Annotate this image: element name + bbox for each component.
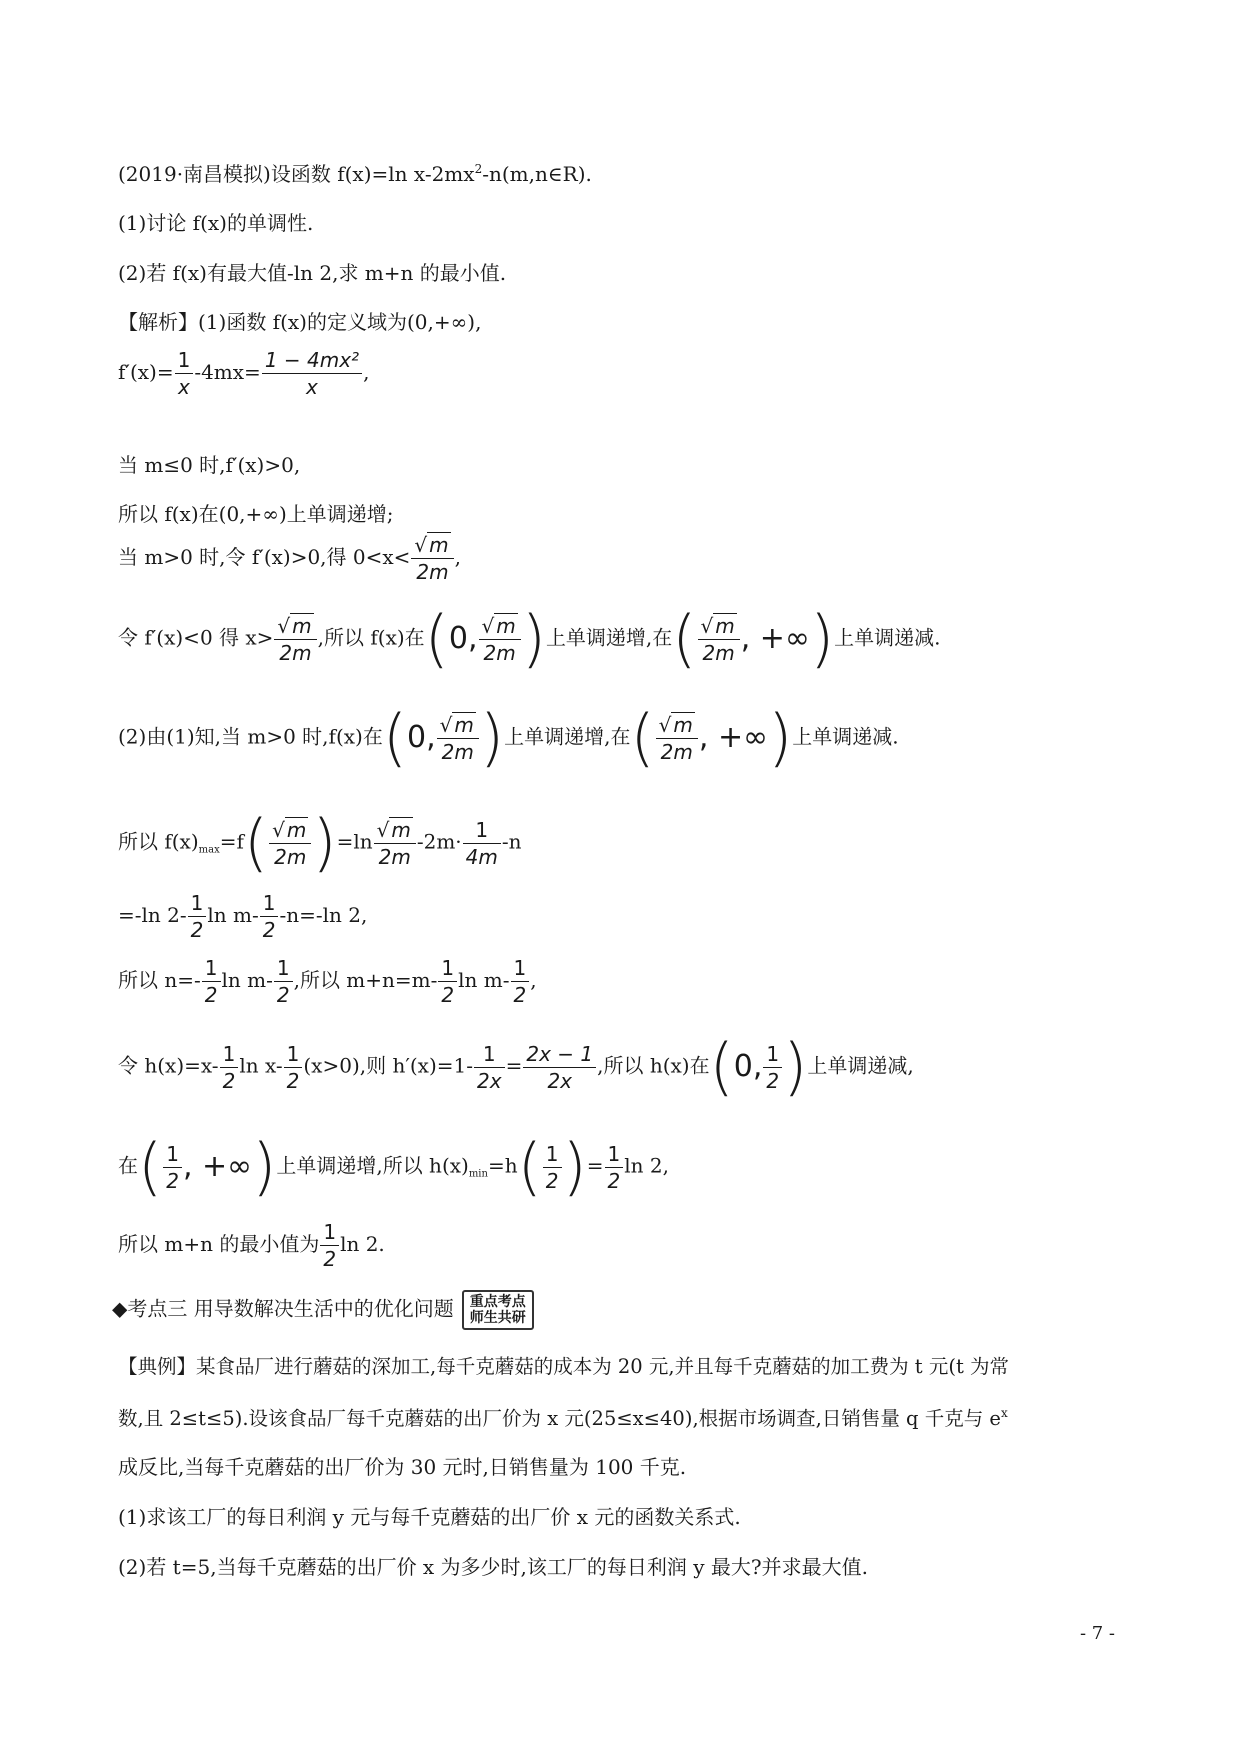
- example-line-3: 成反比,当每千克蘑菇的出厂价为 30 元时,日销售量为 100 千克.: [118, 1455, 687, 1479]
- math-text: ln x-: [239, 1053, 283, 1078]
- question-2: (2)若 f(x)有最大值-ln 2,求 m+n 的最小值.: [118, 261, 507, 285]
- numerator: 1: [511, 958, 530, 982]
- math-text: 上单调递减.: [834, 625, 941, 650]
- math-text: 所以 m+n 的最小值为: [118, 1232, 320, 1256]
- fraction: [374, 817, 416, 869]
- math-text: 0,: [733, 1049, 763, 1084]
- radicand: m: [292, 613, 312, 638]
- fraction: [284, 1041, 303, 1093]
- math-text: ln m-: [221, 968, 273, 992]
- numerator: 1 − 4mx²: [262, 350, 362, 374]
- max-value-line: [118, 806, 522, 879]
- denominator: 2m: [660, 739, 693, 764]
- right-paren: ): [562, 1130, 587, 1203]
- math-text: , +∞: [182, 1149, 253, 1184]
- denominator: 2: [323, 1247, 337, 1271]
- denominator: 2: [222, 1068, 236, 1093]
- case-m-nonpositive-result: 所以 f(x)在(0,+∞)上单调递增;: [118, 502, 394, 526]
- page-number: - 7 -: [1079, 1623, 1115, 1644]
- numerator: 2x − 1: [523, 1044, 596, 1068]
- denominator: 4m: [465, 844, 498, 869]
- math-text: ,: [363, 360, 370, 384]
- fraction: [463, 817, 501, 869]
- numerator: 1: [163, 1144, 182, 1168]
- fraction: [543, 1141, 562, 1193]
- numerator: 1: [188, 893, 207, 917]
- math-text: 上单调递增,所以 h(x): [276, 1153, 469, 1178]
- problem-text: (2019·南昌模拟)设函数 f(x)=ln x-2mx: [118, 162, 475, 186]
- case-m-positive: [118, 535, 461, 582]
- example-text: 数,且 2≤t≤5).设该食品厂每千克蘑菇的出厂价为 x 元(25≤x≤40),根据市场调查,日销售量 q 千克与 e: [118, 1407, 1001, 1430]
- radicand: m: [673, 712, 693, 737]
- numerator: 1: [763, 1044, 782, 1068]
- denominator: 2: [190, 918, 204, 942]
- fraction: [220, 1041, 239, 1093]
- monotonic-intervals-line: [118, 602, 941, 675]
- radicand: m: [286, 817, 307, 842]
- radicand: m: [454, 712, 474, 737]
- sqrt: √ m: [700, 613, 735, 638]
- left-paren: (: [424, 602, 449, 675]
- math-text: f′(x)=: [118, 360, 174, 384]
- denominator: 2: [513, 983, 527, 1007]
- numerator: [274, 613, 316, 640]
- fraction: [605, 1141, 624, 1193]
- left-paren: (: [243, 806, 269, 879]
- numerator: [269, 817, 311, 844]
- radicand: m: [715, 613, 735, 638]
- final-answer-line: [118, 1222, 385, 1269]
- left-paren: (: [630, 701, 655, 774]
- left-paren: (: [382, 701, 408, 774]
- derivative-line: [118, 350, 369, 397]
- subscript: min: [468, 1168, 488, 1180]
- badge-line: 师生共研: [469, 1310, 526, 1327]
- denominator: 2: [276, 983, 290, 1007]
- math-text: =f: [219, 829, 244, 854]
- denominator: 2m: [441, 739, 474, 764]
- math-text: ,所以 m+n=m-: [293, 968, 438, 992]
- numerator: 1: [463, 820, 501, 844]
- numerator: 1: [284, 1044, 303, 1068]
- denominator: 2m: [416, 560, 449, 584]
- math-text: -n=-ln 2,: [279, 903, 368, 927]
- numerator: 1: [474, 1044, 505, 1068]
- sqrt: √ m: [272, 817, 307, 842]
- math-text: 上单调递减.: [792, 724, 899, 749]
- numerator: 1: [202, 958, 221, 982]
- left-paren: (: [517, 1130, 542, 1203]
- fraction: [511, 958, 530, 1005]
- fraction: [656, 712, 698, 764]
- badge-line: 重点考点: [469, 1294, 526, 1310]
- numerator: 1: [175, 350, 194, 374]
- fraction: [411, 535, 453, 582]
- fraction: [438, 958, 457, 1005]
- math-text: -n: [501, 829, 522, 854]
- math-text: 所以 n=-: [118, 968, 201, 992]
- problem-text: -n(m,n∈R).: [482, 162, 592, 186]
- denominator: 2: [441, 983, 455, 1007]
- fraction: [274, 613, 316, 665]
- denominator: 2m: [279, 640, 312, 665]
- right-paren: ): [252, 1130, 277, 1203]
- fraction: [437, 712, 479, 764]
- numerator: [698, 613, 740, 640]
- n-expression-line: [118, 958, 537, 1005]
- fraction: [269, 817, 311, 869]
- fraction: [320, 1222, 339, 1269]
- numerator: 1: [274, 958, 293, 982]
- denominator: 2: [262, 918, 276, 942]
- exponent: x: [1000, 1406, 1008, 1420]
- math-text: 0,: [407, 720, 436, 755]
- right-paren: ): [521, 602, 546, 675]
- fraction: [474, 1041, 505, 1093]
- denominator: 2x: [547, 1068, 572, 1093]
- part2-line: [118, 701, 899, 774]
- problem-statement: [118, 163, 592, 184]
- numerator: [656, 712, 698, 739]
- fraction: [188, 893, 207, 940]
- h-function-line: [118, 1030, 914, 1103]
- left-paren: (: [709, 1030, 734, 1103]
- math-text: 0,: [448, 621, 478, 656]
- denominator: 2m: [483, 640, 516, 665]
- section-title: ◆考点三 用导数解决生活中的优化问题: [112, 1296, 454, 1321]
- sqrt: √ m: [376, 817, 411, 842]
- radicand: m: [429, 533, 449, 557]
- math-text: -4mx=: [194, 360, 261, 384]
- numerator: [437, 712, 479, 739]
- case-m-nonpositive: 当 m≤0 时,f′(x)>0,: [118, 453, 301, 477]
- sqrt: √ m: [414, 533, 449, 557]
- sqrt: √ m: [277, 613, 312, 638]
- exponent: 2: [474, 162, 483, 176]
- fraction: [262, 350, 362, 397]
- math-text: -2m·: [416, 829, 462, 854]
- math-text: 令 f′(x)<0 得 x>: [118, 625, 274, 650]
- subscript: max: [198, 844, 220, 856]
- math-text: 上单调递增,在: [545, 625, 673, 650]
- numerator: 1: [320, 1222, 339, 1246]
- math-text: ,所以 h(x)在: [597, 1053, 710, 1078]
- math-text: ,: [454, 545, 462, 569]
- radicand: m: [496, 613, 516, 638]
- denominator: 2: [286, 1068, 300, 1093]
- right-paren: ): [783, 1030, 808, 1103]
- right-paren: ): [809, 602, 835, 675]
- math-text: , +∞: [740, 621, 810, 656]
- denominator: 2m: [274, 844, 307, 869]
- math-text: 上单调递减,: [807, 1053, 914, 1078]
- numerator: 1: [220, 1044, 239, 1068]
- math-text: , +∞: [698, 720, 769, 755]
- denominator: 2x: [477, 1068, 502, 1093]
- math-text: =ln: [336, 829, 373, 854]
- section-heading: [112, 1290, 534, 1330]
- fraction: [523, 1041, 596, 1093]
- denominator: 2m: [378, 844, 411, 869]
- left-paren: (: [138, 1130, 163, 1203]
- fraction: [274, 958, 293, 1005]
- section-badge: [462, 1290, 534, 1330]
- fraction: [163, 1141, 182, 1193]
- math-text: =-ln 2-: [118, 903, 187, 927]
- fraction: [479, 613, 521, 665]
- math-text: ln 2.: [340, 1232, 385, 1256]
- sqrt: √ m: [658, 712, 693, 737]
- h-min-line: [118, 1130, 669, 1203]
- math-text: 所以 f(x): [118, 829, 199, 854]
- math-text: (2)由(1)知,当 m>0 时,f(x)在: [118, 724, 383, 749]
- fraction: [698, 613, 740, 665]
- math-text: 当 m>0 时,令 f′(x)>0,得 0<x<: [118, 545, 411, 569]
- equation-line: [118, 893, 367, 940]
- math-text: 在: [118, 1153, 138, 1178]
- example-line-1: 【典例】某食品厂进行蘑菇的深加工,每千克蘑菇的成本为 20 元,并且每千克蘑菇的加工费为 t 元(t 为常: [118, 1355, 1009, 1378]
- fraction: [763, 1041, 782, 1093]
- denominator: x: [306, 375, 318, 399]
- right-paren: ): [312, 806, 337, 879]
- denominator: 2: [204, 983, 218, 1007]
- math-text: =: [586, 1153, 604, 1178]
- math-text: ,所以 f(x)在: [317, 625, 425, 650]
- math-text: 令 h(x)=x-: [118, 1053, 219, 1078]
- left-paren: (: [672, 602, 697, 675]
- math-text: ln m-: [458, 968, 510, 992]
- math-text: =: [505, 1053, 523, 1078]
- sqrt: √ m: [439, 712, 474, 737]
- denominator: 2m: [702, 640, 735, 665]
- sqrt: √ m: [481, 613, 516, 638]
- math-text: =h: [487, 1153, 518, 1178]
- numerator: [374, 817, 416, 844]
- numerator: [411, 535, 453, 559]
- numerator: 1: [543, 1144, 562, 1168]
- denominator: 2: [766, 1068, 780, 1093]
- denominator: 2: [607, 1168, 621, 1193]
- math-text: ,: [530, 968, 537, 992]
- solution-intro: 【解析】(1)函数 f(x)的定义域为(0,+∞),: [118, 310, 482, 334]
- example-line-2: [118, 1407, 1008, 1429]
- example-question-2: (2)若 t=5,当每千克蘑菇的出厂价 x 为多少时,该工厂的每日利润 y 最大?并求最大值.: [118, 1555, 869, 1579]
- math-text: 上单调递增,在: [504, 724, 631, 749]
- math-text: ln 2,: [624, 1153, 669, 1178]
- math-text: (x>0),则 h′(x)=1-: [303, 1053, 474, 1078]
- radicand: m: [391, 817, 411, 842]
- math-text: ln m-: [207, 903, 259, 927]
- fraction: [175, 350, 194, 397]
- right-paren: ): [768, 701, 793, 774]
- example-question-1: (1)求该工厂的每日利润 y 元与每千克蘑菇的出厂价 x 元的函数关系式.: [118, 1505, 741, 1529]
- denominator: 2: [166, 1168, 179, 1193]
- denominator: 2: [545, 1168, 559, 1193]
- fraction: [202, 958, 221, 1005]
- fraction: [260, 893, 279, 940]
- right-paren: ): [479, 701, 505, 774]
- numerator: 1: [438, 958, 457, 982]
- numerator: [479, 613, 521, 640]
- question-1: (1)讨论 f(x)的单调性.: [118, 211, 314, 235]
- denominator: x: [178, 375, 190, 399]
- numerator: 1: [605, 1144, 624, 1168]
- numerator: 1: [260, 893, 279, 917]
